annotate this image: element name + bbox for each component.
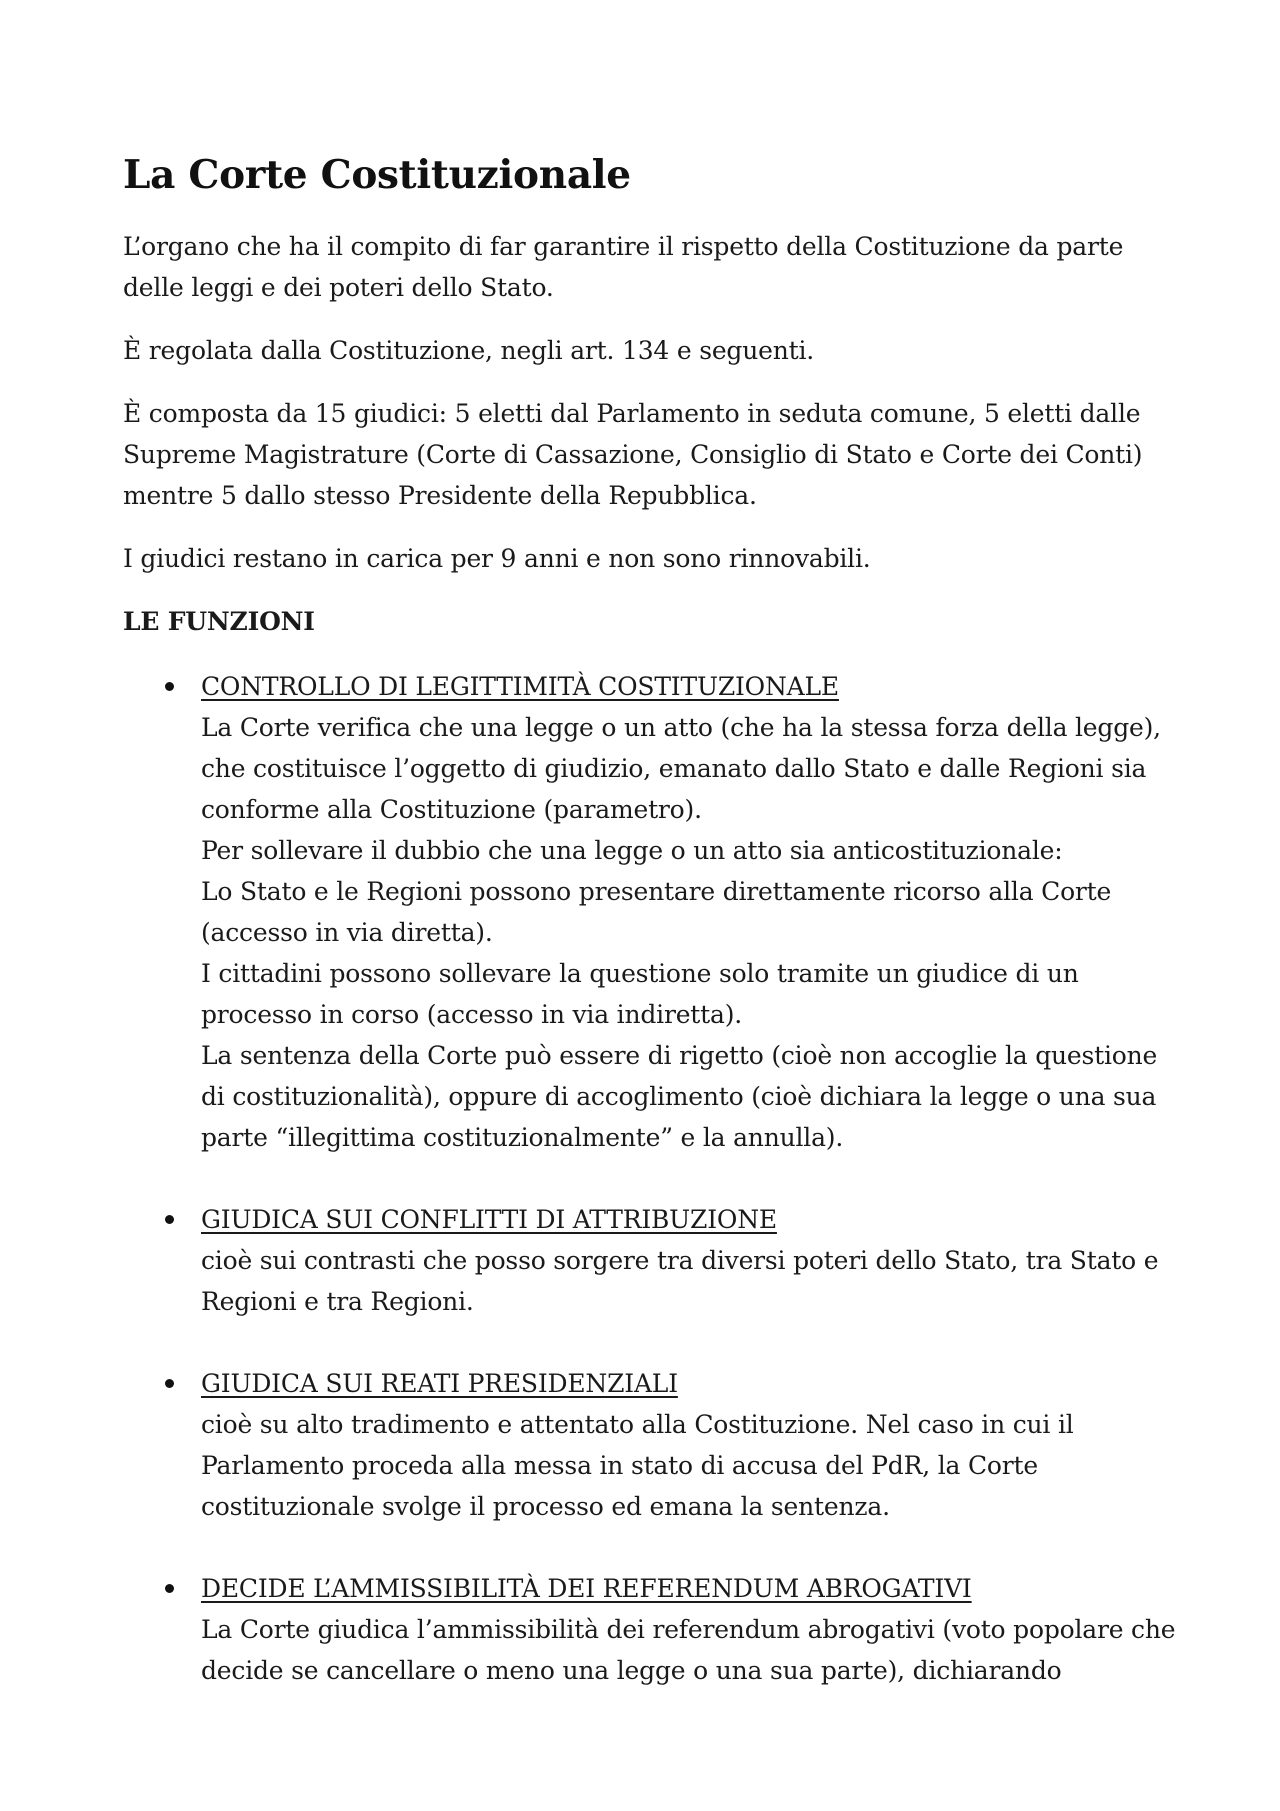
function-title: GIUDICA SUI REATI PRESIDENZIALI: [201, 1369, 678, 1398]
bullet-icon: [165, 682, 174, 691]
function-text: La Corte giudica l’ammissibilità dei referendum abrogativi (voto popolare che decide se cancellare o meno una legge o una sua parte), dichiarando: [201, 1615, 1176, 1685]
document-body: [123, 150, 1183, 1732]
function-text: La Corte verifica che una legge o un atto (che ha la stessa forza della legge), che costituisce l’oggetto di giudizio, emanato dallo Stato e dalle Regioni sia conforme alla Costituzione (parametro).: [201, 713, 1161, 824]
list-item: [123, 666, 1183, 1158]
bullet-icon: [165, 1215, 174, 1224]
bullet-icon: [165, 1584, 174, 1593]
bullet-icon: [165, 1379, 174, 1388]
page-title: La Corte Costituzionale: [123, 152, 631, 198]
function-title: GIUDICA SUI CONFLITTI DI ATTRIBUZIONE: [201, 1205, 777, 1234]
regulation-paragraph: È regolata dalla Costituzione, negli art. 134 e seguenti.: [123, 336, 815, 365]
function-text: Lo Stato e le Regioni possono presentare direttamente ricorso alla Corte (accesso in via diretta).: [201, 877, 1112, 947]
list-item: [123, 1199, 1183, 1322]
functions-list: [123, 666, 1183, 1691]
function-text: cioè su alto tradimento e attentato alla Costituzione. Nel caso in cui il Parlamento proceda alla messa in stato di accusa del PdR, la Corte costituzionale svolge il processo ed emana la sentenza.: [201, 1410, 1074, 1521]
function-text: Per sollevare il dubbio che una legge o un atto sia anticostituzionale:: [201, 836, 1063, 865]
function-text: La sentenza della Corte può essere di rigetto (cioè non accoglie la questione di costituzionalità), oppure di accoglimento (cioè dichiara la legge o una sua parte “illegittima costituzionalmente” e la annulla).: [201, 1041, 1158, 1152]
function-text: cioè sui contrasti che posso sorgere tra diversi poteri dello Stato, tra Stato e Regioni e tra Regioni.: [201, 1246, 1159, 1316]
term-paragraph: I giudici restano in carica per 9 anni e non sono rinnovabili.: [123, 544, 871, 573]
composition-paragraph: È composta da 15 giudici: 5 eletti dal Parlamento in seduta comune, 5 eletti dalle Supreme Magistrature (Corte di Cassazione, Consiglio di Stato e Corte dei Conti) mentre 5 dallo stesso Presidente della Repubblica.: [123, 399, 1143, 510]
list-item: [123, 1568, 1183, 1691]
section-heading: LE FUNZIONI: [123, 607, 315, 636]
intro-paragraph: L’organo che ha il compito di far garantire il rispetto della Costituzione da parte delle leggi e dei poteri dello Stato.: [123, 232, 1124, 302]
list-item: [123, 1363, 1183, 1527]
function-title: DECIDE L’AMMISSIBILITÀ DEI REFERENDUM ABROGATIVI: [201, 1574, 972, 1603]
function-title: CONTROLLO DI LEGITTIMITÀ COSTITUZIONALE: [201, 672, 839, 701]
function-text: I cittadini possono sollevare la questione solo tramite un giudice di un processo in corso (accesso in via indiretta).: [201, 959, 1079, 1029]
